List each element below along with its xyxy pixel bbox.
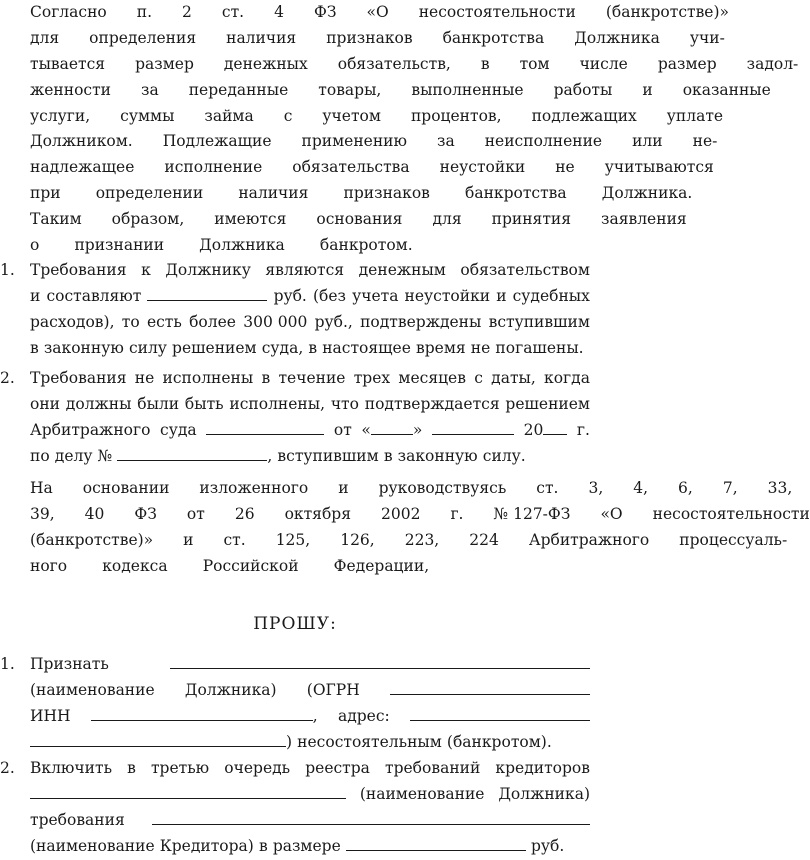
- word: третью: [150, 759, 210, 777]
- word: неисполнение: [484, 132, 603, 151]
- word: том: [519, 54, 550, 73]
- word: в: [258, 836, 268, 855]
- text-line: [0, 502, 810, 528]
- word: (банкротстве)»: [605, 3, 730, 21]
- word: основании: [82, 479, 170, 497]
- word: руб.,: [314, 312, 353, 331]
- word: от: [333, 420, 352, 439]
- word: в: [261, 369, 271, 387]
- word: являются: [265, 261, 345, 279]
- word: имеются: [214, 210, 287, 228]
- word: 125,: [275, 530, 311, 549]
- word: и: [338, 479, 349, 497]
- word: основания: [316, 210, 403, 228]
- word: в: [308, 338, 318, 357]
- word: есть: [146, 312, 182, 331]
- word: при: [30, 184, 61, 203]
- word: денежным: [358, 261, 446, 279]
- text-line: [0, 78, 771, 104]
- word: ст.: [536, 479, 559, 497]
- word: (без: [312, 286, 346, 305]
- word: к: [141, 261, 151, 279]
- word: [410, 704, 590, 730]
- word: исполнены,: [229, 394, 326, 413]
- word: 224: [469, 530, 499, 549]
- word: [206, 418, 324, 444]
- word: за: [141, 80, 159, 99]
- list-number: 2.: [0, 369, 15, 387]
- word: ): [30, 730, 292, 756]
- word: с: [474, 369, 483, 387]
- word: Арбитражного: [528, 530, 650, 549]
- word: признаков: [326, 28, 413, 47]
- text-line: [0, 0, 730, 26]
- word: [147, 284, 267, 310]
- word: они: [30, 394, 60, 413]
- word: вступившим: [488, 312, 590, 331]
- word: решением: [505, 394, 590, 413]
- word: ст.: [221, 3, 245, 21]
- word: исполнение: [164, 158, 263, 177]
- word: 223,: [404, 530, 440, 549]
- word: суда,: [261, 338, 304, 357]
- word: в: [30, 338, 39, 357]
- word: кредиторов: [495, 759, 590, 777]
- word: ,: [91, 704, 318, 730]
- word: судебных: [512, 286, 590, 305]
- word: вступившим: [277, 446, 379, 465]
- word: расходов),: [30, 312, 115, 331]
- word: не: [555, 158, 575, 177]
- word: оказанные: [682, 80, 771, 99]
- word: определения: [89, 28, 197, 47]
- word: ФЗ: [313, 3, 337, 21]
- word: банкротства: [465, 184, 567, 203]
- word: по: [30, 446, 50, 465]
- word: Должника): [498, 784, 590, 803]
- word: выполненные: [411, 80, 524, 99]
- word: Должника): [184, 680, 277, 699]
- word: процессуаль-: [679, 530, 788, 549]
- word: силу.: [482, 446, 526, 465]
- word: Включить: [30, 759, 113, 777]
- blank-field[interactable]: [30, 782, 346, 799]
- word: Требования: [30, 261, 127, 279]
- word: п.: [136, 3, 153, 21]
- list-item-body: [30, 258, 590, 362]
- word: 4: [274, 3, 284, 21]
- text-line: [0, 554, 590, 580]
- word: 20: [524, 418, 568, 444]
- word: числе: [579, 54, 628, 73]
- word: и: [496, 286, 507, 305]
- word: [346, 834, 526, 860]
- text-line: [30, 704, 590, 730]
- word: не: [134, 369, 155, 387]
- word: [170, 652, 590, 678]
- word: надлежащее: [30, 158, 135, 177]
- word: размере: [272, 836, 341, 855]
- word: применению: [301, 132, 408, 151]
- word: денежных: [223, 54, 308, 73]
- word: были: [137, 394, 180, 413]
- word: в: [383, 446, 393, 465]
- text-line: [0, 233, 590, 259]
- blank-field[interactable]: [371, 418, 413, 435]
- list-number: 1.: [0, 655, 15, 673]
- text-line: [0, 181, 693, 207]
- word: 300 000: [243, 312, 308, 331]
- word: более: [189, 312, 236, 331]
- word: процентов,: [410, 106, 502, 125]
- text-line: [30, 652, 590, 678]
- word: то: [121, 312, 140, 331]
- word: руководствуясь: [378, 479, 507, 497]
- text-line: [0, 528, 788, 554]
- text-line: [0, 104, 724, 130]
- word: [152, 808, 590, 834]
- text-line: [0, 207, 687, 233]
- word: Должником.: [30, 132, 133, 151]
- text-line: [30, 444, 590, 470]
- word: На: [30, 479, 53, 497]
- word: учитываются: [604, 158, 714, 177]
- word: работы: [553, 80, 613, 99]
- word: настоящее: [322, 338, 411, 357]
- word: трех: [353, 369, 391, 387]
- word: составляют: [46, 286, 142, 305]
- word: банкротства: [442, 28, 545, 47]
- word: наличия: [226, 28, 297, 47]
- word: образом,: [111, 210, 185, 228]
- blank-field[interactable]: [117, 444, 267, 461]
- word: адрес:: [337, 706, 390, 725]
- word: подтверждены: [360, 312, 482, 331]
- word: ИНН: [30, 706, 71, 725]
- word: требований: [385, 759, 481, 777]
- word: время: [416, 338, 466, 357]
- word: изложенного: [199, 479, 309, 497]
- word: подтверждается: [364, 394, 500, 413]
- word: Признать: [30, 655, 109, 673]
- blank-field[interactable]: [206, 418, 324, 435]
- word: с: [283, 106, 293, 125]
- word: 3,: [588, 479, 604, 497]
- blank-field[interactable]: [390, 678, 590, 695]
- word: несостоятельным: [297, 732, 442, 751]
- list-item-claims-unfulfilled: [0, 366, 590, 470]
- word: (наименование: [30, 680, 155, 699]
- word: подлежащих: [531, 106, 637, 125]
- word: Согласно: [30, 3, 107, 21]
- word: Кредитора): [159, 836, 254, 855]
- word: и: [642, 80, 653, 99]
- word: и: [183, 530, 194, 549]
- word: не-: [692, 132, 718, 151]
- word: переданные: [188, 80, 289, 99]
- word: определении: [95, 184, 204, 203]
- word: Требования: [30, 369, 127, 387]
- word: Должнику: [165, 261, 251, 279]
- paragraph-bankruptcy-law: [0, 0, 799, 207]
- word: неустойки: [439, 158, 526, 177]
- word: [30, 782, 346, 808]
- list-item-body: [30, 652, 590, 756]
- word: [432, 418, 514, 444]
- word: не: [470, 338, 491, 357]
- word: Подлежащие: [162, 132, 272, 151]
- word: задол-: [746, 54, 799, 73]
- word: когда: [544, 369, 590, 387]
- list-number: 1.: [0, 261, 15, 279]
- text-line: [30, 808, 590, 834]
- word: суда: [160, 420, 197, 439]
- word: товары,: [318, 80, 382, 99]
- word: 2002: [380, 504, 421, 523]
- word: исполнены: [162, 369, 254, 387]
- word: учета: [352, 286, 399, 305]
- word: делу: [54, 446, 93, 465]
- word: Должника: [574, 28, 660, 47]
- word: требования: [30, 810, 125, 829]
- list-item-claims-amount: [0, 258, 590, 362]
- word: неустойки: [404, 286, 491, 305]
- text-line: [30, 678, 590, 704]
- list-item-body: [30, 366, 590, 470]
- word: октября: [284, 504, 351, 523]
- word: Таким: [30, 210, 82, 228]
- word: несостоятельности: [418, 3, 576, 21]
- text-line: [30, 834, 590, 860]
- word: учетом: [322, 106, 381, 125]
- word: Должника.: [601, 184, 693, 203]
- word: законную: [43, 338, 124, 357]
- word: 33,: [767, 479, 793, 497]
- blank-field[interactable]: [152, 808, 590, 825]
- list-item-declare-bankrupt: [0, 652, 590, 756]
- word: (банкротстве)»: [30, 530, 154, 549]
- word: принятия: [491, 210, 572, 228]
- word: 126,: [340, 530, 375, 549]
- word: законную: [397, 446, 478, 465]
- word: руб.: [530, 836, 565, 855]
- word: (наименование: [359, 784, 485, 803]
- word: Арбитражного: [30, 420, 151, 439]
- word: учи-: [689, 28, 725, 47]
- word: размер: [135, 54, 194, 73]
- word: услуги,: [30, 106, 91, 125]
- word: ,: [117, 444, 272, 470]
- text-line: [30, 418, 590, 444]
- word: женности: [30, 80, 112, 99]
- word: наличия: [238, 184, 309, 203]
- blank-field[interactable]: [543, 418, 567, 435]
- word: обязательств,: [337, 54, 451, 73]
- text-line: [30, 310, 590, 336]
- word: для: [30, 28, 60, 47]
- word: суммы: [120, 106, 175, 125]
- word: Федерации,: [333, 556, 430, 575]
- text-line: [30, 258, 590, 284]
- word: 40: [84, 504, 105, 523]
- word: течение: [278, 369, 346, 387]
- word: и: [30, 286, 41, 305]
- word: в: [127, 759, 136, 777]
- word: признании: [74, 235, 165, 254]
- word: решением: [172, 338, 257, 357]
- word: 6,: [678, 479, 693, 497]
- word: обязательства: [292, 158, 410, 177]
- word: Должника: [199, 235, 285, 254]
- text-line: [30, 284, 590, 310]
- blank-field[interactable]: [346, 834, 526, 851]
- blank-field[interactable]: [147, 284, 267, 301]
- word: даты,: [491, 369, 536, 387]
- word: [390, 678, 590, 704]
- text-line: [0, 129, 718, 155]
- text-line: [0, 155, 714, 181]
- word: 26: [234, 504, 255, 523]
- word: быть: [184, 394, 224, 413]
- word: ФЗ: [134, 504, 157, 523]
- word: (ОГРН: [306, 680, 360, 699]
- word: « »: [361, 418, 422, 444]
- word: №: [97, 446, 113, 465]
- word: Российской: [202, 556, 299, 575]
- word: очередь: [224, 759, 291, 777]
- paragraph-legal-basis: [0, 476, 810, 580]
- text-line: [0, 476, 793, 502]
- word: ст.: [223, 530, 246, 549]
- word: тывается: [30, 54, 106, 73]
- word: уплате: [666, 106, 724, 125]
- text-line: [0, 52, 799, 78]
- text-line: [30, 730, 590, 756]
- text-line: [30, 782, 590, 808]
- text-line: [30, 756, 590, 782]
- word: должны: [65, 394, 132, 413]
- word: что: [330, 394, 359, 413]
- word: (наименование: [30, 836, 155, 855]
- paragraph-grounds: [0, 207, 687, 259]
- word: месяцев: [398, 369, 466, 387]
- word: банкротом.: [319, 235, 413, 254]
- word: кодекса: [102, 556, 168, 575]
- word: в: [480, 54, 490, 73]
- word: или: [632, 132, 663, 151]
- blank-field[interactable]: [170, 652, 590, 669]
- blank-field[interactable]: [91, 704, 313, 721]
- word: № 127-ФЗ: [493, 504, 571, 523]
- blank-field[interactable]: [410, 704, 590, 721]
- word: признаков: [343, 184, 430, 203]
- word: 4,: [633, 479, 649, 497]
- word: размер: [657, 54, 717, 73]
- text-line: [0, 26, 725, 52]
- word: несостоятельности: [652, 504, 810, 523]
- word: руб.: [273, 286, 307, 305]
- word: г.: [576, 420, 590, 439]
- word: 39,: [30, 504, 55, 523]
- text-line: [30, 392, 590, 418]
- list-number: 2.: [0, 759, 15, 777]
- word: заявления: [601, 210, 687, 228]
- request-heading: ПРОШУ:: [253, 614, 337, 634]
- word: для: [432, 210, 462, 228]
- blank-field[interactable]: [30, 730, 286, 747]
- word: ного: [30, 556, 68, 575]
- word: от: [186, 504, 205, 523]
- word: «О: [366, 3, 389, 21]
- word: займа: [204, 106, 254, 125]
- text-line: [30, 336, 590, 362]
- word: (банкротом).: [446, 732, 552, 751]
- word: о: [30, 235, 40, 254]
- list-item-body: [30, 756, 590, 860]
- word: силу: [128, 338, 167, 357]
- word: реестра: [305, 759, 370, 777]
- list-item-include-register: [0, 756, 590, 860]
- word: г.: [450, 504, 464, 523]
- word: погашены.: [495, 338, 584, 357]
- word: обязательством: [460, 261, 590, 279]
- word: «О: [600, 504, 623, 523]
- text-line: [30, 366, 590, 392]
- word: за: [437, 132, 455, 151]
- blank-field[interactable]: [432, 418, 514, 435]
- word: 2: [182, 3, 192, 21]
- word: 7,: [722, 479, 738, 497]
